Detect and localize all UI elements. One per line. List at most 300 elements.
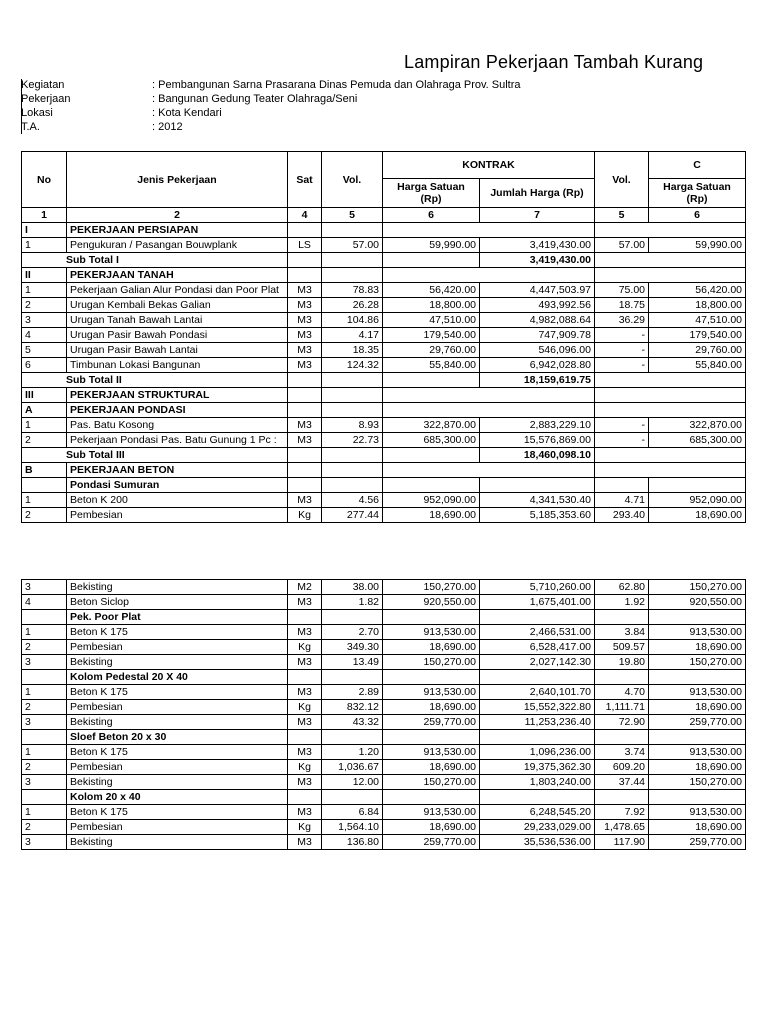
empty-cell (595, 253, 746, 268)
row-vol: 124.32 (322, 358, 383, 373)
row-harga-satuan-2: 18,690.00 (649, 760, 746, 775)
info-value: : Kota Kendari (152, 107, 222, 119)
row-sat: M3 (288, 418, 322, 433)
row-no: 1 (22, 283, 67, 298)
row-sat: Kg (288, 760, 322, 775)
row-sat: Kg (288, 508, 322, 523)
row-no: 2 (22, 700, 67, 715)
empty-cell (595, 373, 746, 388)
row-vol-2: - (595, 418, 649, 433)
row-harga-satuan-2: 56,420.00 (649, 283, 746, 298)
row-vol-2: 36.29 (595, 313, 649, 328)
empty-cell (322, 253, 383, 268)
empty-cell (480, 790, 595, 805)
row-no: 1 (22, 805, 67, 820)
row-no: 6 (22, 358, 67, 373)
table-row (22, 655, 746, 670)
empty-cell (383, 670, 480, 685)
row-harga-satuan: 259,770.00 (383, 715, 480, 730)
table-row (22, 508, 746, 523)
row-vol-2: 1,111.71 (595, 700, 649, 715)
row-jenis-pekerjaan: Beton K 200 (67, 493, 288, 508)
row-no: 3 (22, 715, 67, 730)
table-row (22, 328, 746, 343)
row-harga-satuan: 920,550.00 (383, 595, 480, 610)
row-sat: M3 (288, 493, 322, 508)
empty-cell (322, 730, 383, 745)
row-jenis-pekerjaan: Pengukuran / Pasangan Bouwplank (67, 238, 288, 253)
row-vol-2: - (595, 343, 649, 358)
empty-cell (322, 790, 383, 805)
header-vol: Vol. (322, 152, 383, 208)
row-jenis-pekerjaan: Timbunan Lokasi Bangunan (67, 358, 288, 373)
empty-cell (480, 610, 595, 625)
row-harga-satuan-2: 47,510.00 (649, 313, 746, 328)
row-harga-satuan: 55,840.00 (383, 358, 480, 373)
table-row (22, 358, 746, 373)
row-jenis-pekerjaan: Pembesian (67, 820, 288, 835)
empty-cell (383, 223, 595, 238)
row-no: 1 (22, 625, 67, 640)
row-jumlah-harga: 6,248,545.20 (480, 805, 595, 820)
row-vol-2: 3.74 (595, 745, 649, 760)
row-jumlah-harga: 35,536,536.00 (480, 835, 595, 850)
row-vol: 1.82 (322, 595, 383, 610)
row-vol-2: 7.92 (595, 805, 649, 820)
row-harga-satuan-2: 685,300.00 (649, 433, 746, 448)
empty-cell (288, 730, 322, 745)
header-vol-2: Vol. (595, 152, 649, 208)
row-vol: 78.83 (322, 283, 383, 298)
header-kontrak: KONTRAK (383, 152, 595, 179)
row-sat: Kg (288, 640, 322, 655)
table-row (22, 745, 746, 760)
header-harga-satuan: Harga Satuan (Rp) (383, 179, 480, 208)
row-vol: 4.17 (322, 328, 383, 343)
empty-cell (288, 790, 322, 805)
table-row (22, 493, 746, 508)
index-cell: 5 (322, 208, 383, 223)
table-row (22, 625, 746, 640)
row-sat: M3 (288, 298, 322, 313)
empty-cell (288, 463, 322, 478)
row-jumlah-harga: 1,096,236.00 (480, 745, 595, 760)
info-label: Pekerjaan (21, 93, 71, 105)
row-vol-2: 1,478.65 (595, 820, 649, 835)
row-vol: 22.73 (322, 433, 383, 448)
row-jumlah-harga: 6,528,417.00 (480, 640, 595, 655)
empty-cell (322, 670, 383, 685)
row-jenis-pekerjaan: Beton K 175 (67, 805, 288, 820)
empty-cell (22, 478, 67, 493)
empty-cell (649, 478, 746, 493)
row-no: 2 (22, 760, 67, 775)
empty-cell (480, 730, 595, 745)
row-harga-satuan: 18,690.00 (383, 700, 480, 715)
row-jenis-pekerjaan: Bekisting (67, 715, 288, 730)
row-sat: M3 (288, 625, 322, 640)
table-row (22, 835, 746, 850)
group-row (22, 478, 746, 493)
row-jumlah-harga: 5,710,260.00 (480, 580, 595, 595)
row-harga-satuan-2: 18,690.00 (649, 640, 746, 655)
header-harga-satuan-2: Harga Satuan (Rp) (649, 179, 746, 208)
header-jenis-pekerjaan: Jenis Pekerjaan (67, 152, 288, 208)
row-harga-satuan-2: 259,770.00 (649, 715, 746, 730)
row-no: 2 (22, 640, 67, 655)
table-row (22, 418, 746, 433)
info-value: : 2012 (152, 121, 183, 133)
row-vol: 12.00 (322, 775, 383, 790)
empty-cell (288, 448, 322, 463)
row-harga-satuan: 47,510.00 (383, 313, 480, 328)
row-vol: 13.49 (322, 655, 383, 670)
row-vol-2: 18.75 (595, 298, 649, 313)
row-harga-satuan-2: 952,090.00 (649, 493, 746, 508)
section-no: A (22, 403, 67, 418)
empty-cell (322, 403, 383, 418)
row-vol-2: 75.00 (595, 283, 649, 298)
table-row (22, 283, 746, 298)
empty-cell (595, 670, 649, 685)
empty-cell (480, 478, 595, 493)
empty-cell (383, 388, 595, 403)
row-jenis-pekerjaan: Pas. Batu Kosong (67, 418, 288, 433)
row-no: 5 (22, 343, 67, 358)
row-harga-satuan-2: 18,800.00 (649, 298, 746, 313)
row-sat: M2 (288, 580, 322, 595)
empty-cell (22, 670, 67, 685)
row-sat: M3 (288, 343, 322, 358)
row-harga-satuan-2: 913,530.00 (649, 745, 746, 760)
row-jenis-pekerjaan: Bekisting (67, 835, 288, 850)
row-vol: 136.80 (322, 835, 383, 850)
row-harga-satuan-2: 179,540.00 (649, 328, 746, 343)
table-row (22, 700, 746, 715)
row-jumlah-harga: 3,419,430.00 (480, 238, 595, 253)
table-row (22, 580, 746, 595)
row-vol: 1,564.10 (322, 820, 383, 835)
subtotal-label: Sub Total II (22, 373, 288, 388)
info-value: : Bangunan Gedung Teater Olahraga/Seni (152, 93, 358, 105)
row-harga-satuan: 913,530.00 (383, 745, 480, 760)
row-harga-satuan-2: 59,990.00 (649, 238, 746, 253)
empty-cell (383, 373, 480, 388)
row-harga-satuan: 913,530.00 (383, 625, 480, 640)
row-jenis-pekerjaan: Beton K 175 (67, 625, 288, 640)
empty-cell (288, 268, 322, 283)
row-harga-satuan: 150,270.00 (383, 580, 480, 595)
empty-cell (595, 610, 649, 625)
subtotal-row (22, 253, 746, 268)
index-cell: 7 (480, 208, 595, 223)
row-jumlah-harga: 2,640,101.70 (480, 685, 595, 700)
empty-cell (322, 388, 383, 403)
empty-cell (383, 448, 480, 463)
row-vol: 832.12 (322, 700, 383, 715)
page-title: Lampiran Pekerjaan Tambah Kurang (404, 52, 704, 72)
row-harga-satuan-2: 913,530.00 (649, 685, 746, 700)
empty-cell (322, 610, 383, 625)
empty-cell (383, 403, 595, 418)
row-harga-satuan-2: 913,530.00 (649, 625, 746, 640)
section-no: III (22, 388, 67, 403)
empty-cell (288, 670, 322, 685)
section-no: B (22, 463, 67, 478)
index-cell: 4 (288, 208, 322, 223)
row-harga-satuan-2: 259,770.00 (649, 835, 746, 850)
row-jumlah-harga: 19,375,362.30 (480, 760, 595, 775)
row-sat: M3 (288, 358, 322, 373)
table-row (22, 313, 746, 328)
row-harga-satuan: 913,530.00 (383, 685, 480, 700)
row-vol: 18.35 (322, 343, 383, 358)
group-title: Kolom 20 x 40 (67, 790, 288, 805)
row-harga-satuan-2: 55,840.00 (649, 358, 746, 373)
section-title: PEKERJAAN TANAH (67, 268, 288, 283)
row-harga-satuan-2: 322,870.00 (649, 418, 746, 433)
row-jumlah-harga: 546,096.00 (480, 343, 595, 358)
section-row (22, 463, 746, 478)
empty-cell (322, 223, 383, 238)
row-no: 3 (22, 835, 67, 850)
empty-cell (322, 268, 383, 283)
empty-cell (595, 790, 649, 805)
row-jenis-pekerjaan: Pekerjaan Pondasi Pas. Batu Gunung 1 Pc : (67, 433, 288, 448)
row-jenis-pekerjaan: Pekerjaan Galian Alur Pondasi dan Poor Plat (67, 283, 288, 298)
index-cell: 6 (383, 208, 480, 223)
row-vol: 104.86 (322, 313, 383, 328)
subtotal-label: Sub Total III (22, 448, 288, 463)
group-row (22, 730, 746, 745)
empty-cell (595, 403, 746, 418)
row-jumlah-harga: 29,233,029.00 (480, 820, 595, 835)
row-harga-satuan: 685,300.00 (383, 433, 480, 448)
row-vol-2: 62.80 (595, 580, 649, 595)
row-jumlah-harga: 2,027,142.30 (480, 655, 595, 670)
section-no: I (22, 223, 67, 238)
row-harga-satuan-2: 150,270.00 (649, 775, 746, 790)
group-title: Pondasi Sumuran (67, 478, 288, 493)
empty-cell (595, 730, 649, 745)
row-jenis-pekerjaan: Bekisting (67, 580, 288, 595)
row-vol-2: 509.57 (595, 640, 649, 655)
row-sat: M3 (288, 313, 322, 328)
row-no: 3 (22, 313, 67, 328)
row-vol-2: 72.90 (595, 715, 649, 730)
row-jumlah-harga: 15,576,869.00 (480, 433, 595, 448)
row-harga-satuan: 59,990.00 (383, 238, 480, 253)
empty-cell (480, 670, 595, 685)
row-vol-2: 293.40 (595, 508, 649, 523)
row-harga-satuan: 179,540.00 (383, 328, 480, 343)
row-no: 1 (22, 418, 67, 433)
group-row (22, 790, 746, 805)
section-no: II (22, 268, 67, 283)
row-jumlah-harga: 1,803,240.00 (480, 775, 595, 790)
group-title: Kolom Pedestal 20 X 40 (67, 670, 288, 685)
section-title: PEKERJAAN STRUKTURAL (67, 388, 288, 403)
row-sat: M3 (288, 655, 322, 670)
row-jumlah-harga: 493,992.56 (480, 298, 595, 313)
section-title: PEKERJAAN BETON (67, 463, 288, 478)
section-row (22, 403, 746, 418)
row-no: 3 (22, 580, 67, 595)
row-no: 1 (22, 745, 67, 760)
row-harga-satuan: 18,690.00 (383, 508, 480, 523)
table-row (22, 760, 746, 775)
row-vol: 2.70 (322, 625, 383, 640)
empty-cell (383, 268, 595, 283)
table-row (22, 595, 746, 610)
empty-cell (649, 610, 746, 625)
row-jumlah-harga: 4,982,088.64 (480, 313, 595, 328)
row-jenis-pekerjaan: Urugan Pasir Bawah Lantai (67, 343, 288, 358)
row-jenis-pekerjaan: Bekisting (67, 775, 288, 790)
row-vol: 8.93 (322, 418, 383, 433)
subtotal-row (22, 448, 746, 463)
row-vol-2: 57.00 (595, 238, 649, 253)
section-row (22, 388, 746, 403)
row-vol: 57.00 (322, 238, 383, 253)
row-harga-satuan: 150,270.00 (383, 775, 480, 790)
row-harga-satuan-2: 18,690.00 (649, 820, 746, 835)
row-harga-satuan: 18,800.00 (383, 298, 480, 313)
index-cell: 2 (67, 208, 288, 223)
table-row (22, 640, 746, 655)
empty-cell (288, 610, 322, 625)
row-vol: 43.32 (322, 715, 383, 730)
row-sat: LS (288, 238, 322, 253)
table-header-row (22, 152, 746, 179)
empty-cell (22, 790, 67, 805)
index-cell: 1 (22, 208, 67, 223)
empty-cell (383, 730, 480, 745)
header-no: No (22, 152, 67, 208)
empty-cell (595, 448, 746, 463)
row-jumlah-harga: 747,909.78 (480, 328, 595, 343)
empty-cell (595, 463, 746, 478)
row-jumlah-harga: 5,185,353.60 (480, 508, 595, 523)
row-harga-satuan: 18,690.00 (383, 760, 480, 775)
row-jenis-pekerjaan: Urugan Tanah Bawah Lantai (67, 313, 288, 328)
row-sat: M3 (288, 328, 322, 343)
empty-cell (288, 253, 322, 268)
row-harga-satuan-2: 18,690.00 (649, 508, 746, 523)
row-vol-2: 1.92 (595, 595, 649, 610)
empty-cell (595, 388, 746, 403)
row-vol-2: 3.84 (595, 625, 649, 640)
row-vol: 6.84 (322, 805, 383, 820)
row-no: 2 (22, 820, 67, 835)
row-sat: Kg (288, 700, 322, 715)
column-index-row (22, 208, 746, 223)
row-no: 2 (22, 508, 67, 523)
row-jumlah-harga: 15,552,322.80 (480, 700, 595, 715)
table-row (22, 775, 746, 790)
table-row (22, 238, 746, 253)
row-jumlah-harga: 6,942,028.80 (480, 358, 595, 373)
section-row (22, 268, 746, 283)
work-table-part-2 (21, 579, 746, 850)
group-title: Sloef Beton 20 x 30 (67, 730, 288, 745)
row-no: 3 (22, 655, 67, 670)
work-table-part-1 (21, 151, 746, 523)
row-harga-satuan-2: 150,270.00 (649, 580, 746, 595)
info-label: T.A. (21, 121, 40, 133)
info-label: Kegiatan (21, 79, 65, 91)
row-sat: M3 (288, 775, 322, 790)
empty-cell (288, 403, 322, 418)
row-harga-satuan-2: 150,270.00 (649, 655, 746, 670)
empty-cell (288, 373, 322, 388)
group-row (22, 670, 746, 685)
row-jumlah-harga: 1,675,401.00 (480, 595, 595, 610)
row-jumlah-harga: 11,253,236.40 (480, 715, 595, 730)
row-vol: 1,036.67 (322, 760, 383, 775)
row-jenis-pekerjaan: Beton K 175 (67, 685, 288, 700)
empty-cell (649, 670, 746, 685)
row-no: 4 (22, 328, 67, 343)
row-jenis-pekerjaan: Urugan Pasir Bawah Pondasi (67, 328, 288, 343)
empty-cell (288, 223, 322, 238)
row-harga-satuan: 322,870.00 (383, 418, 480, 433)
index-cell: 5 (595, 208, 649, 223)
subtotal-value: 18,460,098.10 (480, 448, 595, 463)
row-jenis-pekerjaan: Bekisting (67, 655, 288, 670)
row-no: 2 (22, 433, 67, 448)
row-harga-satuan: 18,690.00 (383, 820, 480, 835)
row-vol: 1.20 (322, 745, 383, 760)
row-jenis-pekerjaan: Pembesian (67, 508, 288, 523)
subtotal-value: 3,419,430.00 (480, 253, 595, 268)
row-vol-2: 609.20 (595, 760, 649, 775)
empty-cell (383, 463, 595, 478)
info-value: : Pembangunan Sarna Prasarana Dinas Pemuda dan Olahraga Prov. Sultra (152, 79, 521, 91)
row-vol-2: 117.90 (595, 835, 649, 850)
empty-cell (383, 790, 480, 805)
row-vol-2: - (595, 328, 649, 343)
row-vol-2: 37.44 (595, 775, 649, 790)
table-row (22, 805, 746, 820)
empty-cell (649, 730, 746, 745)
row-harga-satuan: 29,760.00 (383, 343, 480, 358)
group-row (22, 610, 746, 625)
empty-cell (383, 253, 480, 268)
row-no: 1 (22, 493, 67, 508)
empty-cell (383, 610, 480, 625)
row-vol: 26.28 (322, 298, 383, 313)
row-no: 1 (22, 238, 67, 253)
row-sat: M3 (288, 715, 322, 730)
row-no: 2 (22, 298, 67, 313)
row-sat: M3 (288, 835, 322, 850)
row-sat: M3 (288, 595, 322, 610)
row-vol: 38.00 (322, 580, 383, 595)
row-sat: Kg (288, 820, 322, 835)
row-sat: M3 (288, 745, 322, 760)
empty-cell (383, 478, 480, 493)
row-jenis-pekerjaan: Urugan Kembali Bekas Galian (67, 298, 288, 313)
empty-cell (22, 610, 67, 625)
row-no: 1 (22, 685, 67, 700)
row-no: 4 (22, 595, 67, 610)
empty-cell (595, 223, 746, 238)
row-jenis-pekerjaan: Pembesian (67, 760, 288, 775)
subtotal-label: Sub Total I (22, 253, 288, 268)
empty-cell (288, 388, 322, 403)
table-row (22, 820, 746, 835)
